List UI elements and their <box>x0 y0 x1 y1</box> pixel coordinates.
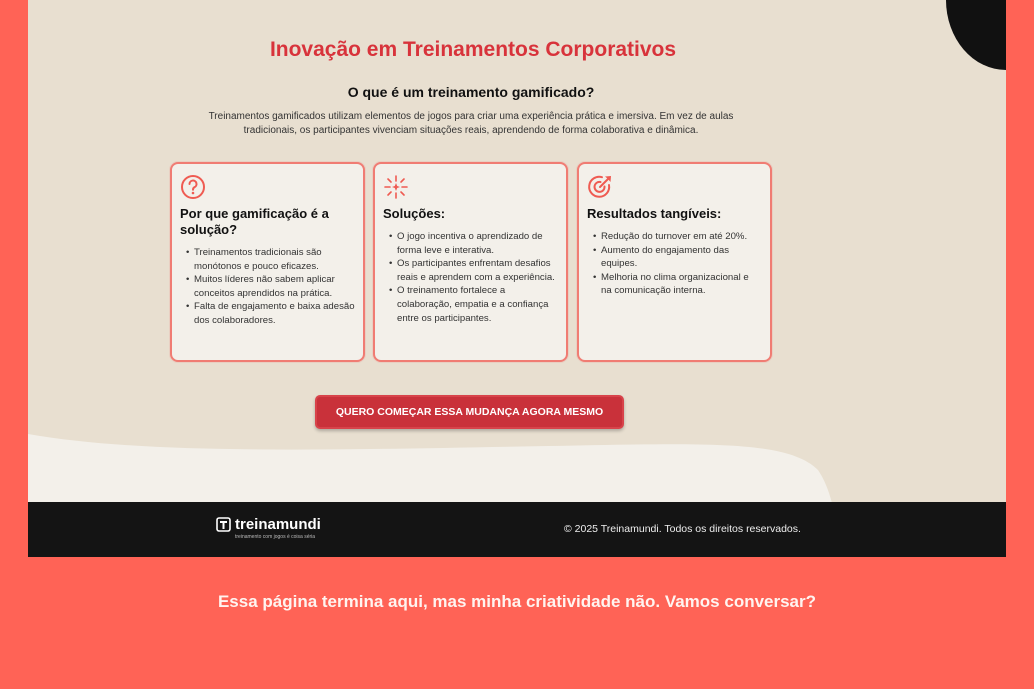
section-subtitle: O que é um treinamento gamificado? <box>347 84 595 100</box>
decorative-corner-shape <box>946 0 1006 70</box>
sparkle-icon <box>383 174 409 200</box>
list-item: • Redução do turnover em até 20%. <box>593 230 762 244</box>
copyright-text: © 2025 Treinamundi. Todos os direitos reservados. <box>564 523 801 535</box>
card-list <box>383 230 558 325</box>
logo-tagline: treinamento com jogos é coisa séria <box>235 534 316 540</box>
closing-message: Essa página termina aqui, mas minha criatividade não. Vamos conversar? <box>217 592 817 611</box>
list-item: • Aumento do engajamento das equipes. <box>593 244 762 271</box>
site-footer <box>28 502 1006 557</box>
card-solutions <box>373 162 568 362</box>
logo-icon <box>216 517 231 532</box>
list-item: • Melhoria no clima organizacional e na comunicação interna. <box>593 271 762 298</box>
list-item: • Falta de engajamento e baixa adesão dos colaboradores. <box>186 300 355 327</box>
logo-name: treinamundi <box>235 516 321 533</box>
card-list <box>587 230 762 298</box>
question-circle-icon <box>180 174 206 200</box>
card-results <box>577 162 772 362</box>
list-item: • Treinamentos tradicionais são monótonos e pouco eficazes. <box>186 246 355 273</box>
card-title: Resultados tangíveis: <box>587 206 722 221</box>
cta-button[interactable]: QUERO COMEÇAR ESSA MUDANÇA AGORA MESMO <box>315 395 624 429</box>
card-why-gamification <box>170 162 365 362</box>
card-title: Por que gamificação é a solução? <box>180 206 329 237</box>
card-title: Soluções: <box>383 206 446 221</box>
list-item: • O jogo incentiva o aprendizado de forma leve e interativa. <box>389 230 558 257</box>
list-item: • O treinamento fortalece a colaboração, empatia e a confiança entre os participantes. <box>389 284 558 325</box>
list-item: • Muitos líderes não sabem aplicar conceitos aprendidos na prática. <box>186 273 355 300</box>
target-arrow-icon <box>587 174 613 200</box>
intro-paragraph: Treinamentos gamificados utilizam elementos de jogos para criar uma experiência prática e imersiva. Em vez de aulas tradicionais, os participantes vivenciam situações reais, aprendendo de forma colaborativa e dinâmica. <box>208 111 734 136</box>
website-screenshot-frame <box>28 0 1006 557</box>
card-list <box>180 246 355 328</box>
page-title: Inovação em Treinamentos Corporativos <box>269 38 677 61</box>
list-item: • Os participantes enfrentam desafios reais e aprendem com a experiência. <box>389 257 558 284</box>
